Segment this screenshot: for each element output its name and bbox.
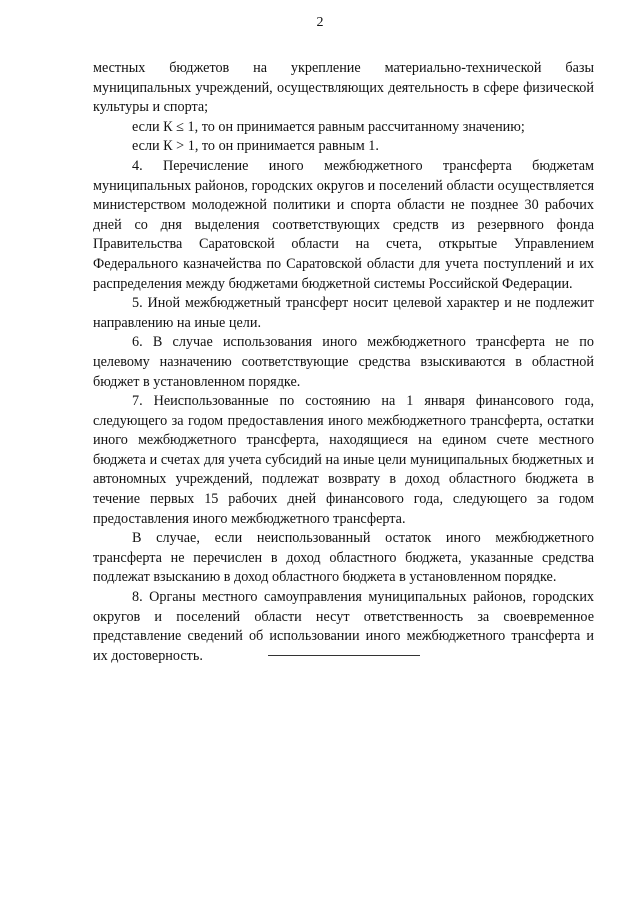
paragraph-condition-k-le-1: если К ≤ 1, то он принимается равным рассчитанному значению; — [132, 118, 525, 135]
paragraph-item-6: 6. В случае использования иного межбюджетного трансферта не по целевому назначению соответствующие средства взыскиваются в областной бюджет в установленном порядке. — [93, 334, 594, 390]
paragraph-continuation: местных бюджетов на укрепление материально-технической базы муниципальных учреждений, осуществляющих деятельность в сфере физической культуры и спорта; — [93, 60, 594, 116]
paragraph-item-7-cont: В случае, если неиспользованный остаток иного межбюджетного трансферта не перечислен в доход областного бюджета, указанные средства подлежат взысканию в доход областного бюджета в установленном порядке. — [93, 530, 594, 586]
end-of-document-line — [268, 655, 420, 656]
paragraph-item-8: 8. Органы местного самоуправления муниципальных районов, городских округов и поселений области несут ответственность за своевременное представление сведений об использовании иного межбюджетного трансферта и их достоверность. — [93, 589, 594, 664]
page-number: 2 — [316, 15, 324, 30]
paragraph-item-4: 4. Перечисление иного межбюджетного трансферта бюджетам муниципальных районов, городских округов и поселений области осуществляется министерством молодежной политики и спорта области не позднее 30 рабочих дней со дня выделения соответствующих средств из резервного фонда Правительства Саратовской области на счета, открытые Управлением Федерального казначейства по Саратовской области для учета поступлений и их распределения между бюджетами бюджетной системы Российской Федерации. — [93, 157, 594, 292]
paragraph-condition-k-gt-1: если К > 1, то он принимается равным 1. — [132, 138, 379, 155]
document-body — [93, 59, 594, 666]
paragraph-item-5: 5. Иной межбюджетный трансферт носит целевой характер и не подлежит направлению на иные цели. — [93, 295, 594, 331]
paragraph-item-7: 7. Неиспользованные по состоянию на 1 января финансового года, следующего за годом предоставления иного межбюджетного трансферта, остатки иного межбюджетного трансферта, находящиеся на едином счете местного бюджета и счетах для учета субсидий на иные цели муниципальных бюджетных и автономных учреждений, подлежат возврату в доход областного бюджета в течение первых 15 рабочих дней финансового года, следующего за годом предоставления иного межбюджетного трансферта. — [93, 393, 594, 527]
